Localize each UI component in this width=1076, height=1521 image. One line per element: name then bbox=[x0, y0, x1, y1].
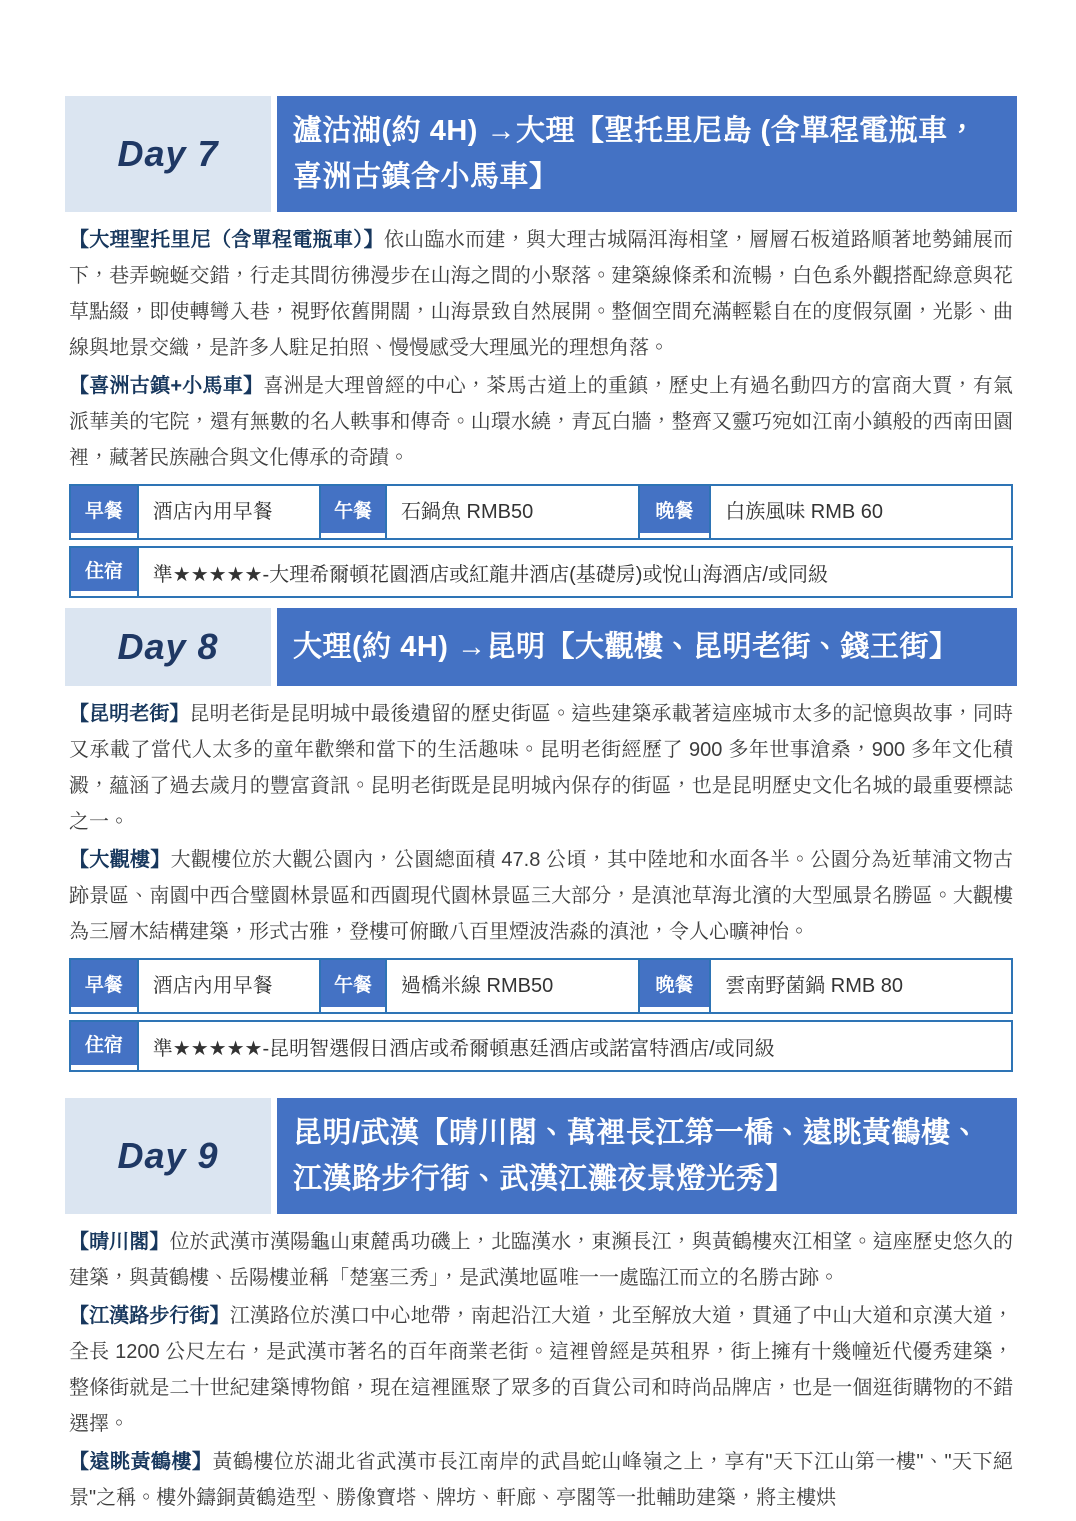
day7-highlight-santorini: 【大理聖托里尼（含單程電瓶車）】 bbox=[69, 229, 384, 251]
day7-hotel-value: 準★★★★★-大理希爾頓花園酒店或紅龍井酒店(基礎房)或悅山海酒店/或同級 bbox=[137, 548, 1011, 596]
day8-title bbox=[277, 608, 1017, 686]
day8-header bbox=[65, 608, 1017, 686]
day7-meals-table bbox=[69, 484, 1013, 540]
day8-paragraph-daguanlou-text: 大觀樓位於大觀公園內，公園總面積 47.8 公頃，其中陸地和水面各半。公園分為近華浦文物古跡景區、南園中西合璧園林景區和西園現代園林景區三大部分，是滇池草海北濱的大型風景名勝區。大觀樓為三層木結構建築，形式古雅，登樓可俯瞰八百里煙波浩淼的滇池，令人心曠神怡。 bbox=[69, 849, 1014, 943]
day7-paragraph-santorini-text: 依山臨水而建，與大理古城隔洱海相望，層層石板道路順著地勢鋪展而下，巷弄蜿蜒交錯，行走其間彷彿漫步在山海之間的小聚落。建築線條柔和流暢，白色系外觀搭配綠意與花草點綴，即使轉彎入巷，視野依舊開闊，山海景致自然展開。整個空間充滿輕鬆自在的度假氛圍，光影、曲線與地景交織，是許多人駐足拍照、慢慢感受大理風光的理想角落。 bbox=[69, 229, 1014, 359]
day7-lunch-label: 午餐 bbox=[321, 486, 385, 533]
day8-breakfast-label: 早餐 bbox=[71, 960, 137, 1007]
day9-paragraph-yellowcrane-text: 黃鶴樓位於湖北省武漢市長江南岸的武昌蛇山峰嶺之上，享有"天下江山第一樓"、"天下絕景"之稱。樓外鑄銅黃鶴造型、勝像寶塔、牌坊、軒廊、亭閣等一批輔助建築，將主樓烘 bbox=[69, 1451, 1013, 1509]
day8-hotel-label: 住宿 bbox=[71, 1022, 137, 1065]
day8-breakfast-value: 酒店內用早餐 bbox=[137, 960, 319, 1012]
day7-hotel-label: 住宿 bbox=[71, 548, 137, 591]
day9-highlight-yellowcrane: 【遠眺黃鶴樓】 bbox=[69, 1451, 213, 1473]
day8-lunch-label: 午餐 bbox=[321, 960, 385, 1007]
day9-title-text: 昆明/武漢【晴川閣、萬裡長江第一橋、遠眺黃鶴樓、江漢路步行街、武漢江灘夜景燈光秀】 bbox=[293, 1116, 981, 1195]
day8-lunch-label-cell bbox=[319, 960, 385, 1012]
day9-highlight-jianghan: 【江漢路步行街】 bbox=[69, 1305, 230, 1327]
day7-breakfast-value: 酒店內用早餐 bbox=[137, 486, 319, 538]
day7-dinner-label: 晚餐 bbox=[640, 486, 709, 533]
day7-lunch-label-cell bbox=[319, 486, 385, 538]
day9-paragraph-jianghan bbox=[65, 1298, 1017, 1442]
day7-paragraph-santorini bbox=[65, 222, 1017, 366]
day8-paragraph-daguanlou bbox=[65, 842, 1017, 950]
day8-dinner-label: 晚餐 bbox=[640, 960, 709, 1007]
day9-header bbox=[65, 1098, 1017, 1214]
day8-hotel-label-cell bbox=[71, 1022, 137, 1070]
day7-lunch-value: 石鍋魚 RMB50 bbox=[385, 486, 638, 538]
day7-section bbox=[65, 96, 1017, 598]
day8-title-text: 大理(約 4H) →昆明【大觀樓、昆明老街、錢王街】 bbox=[293, 630, 959, 663]
day8-paragraphs bbox=[65, 696, 1017, 950]
day7-breakfast-label-cell bbox=[71, 486, 137, 538]
day9-paragraph-yellowcrane bbox=[65, 1444, 1017, 1516]
day7-paragraph-xizhou bbox=[65, 368, 1017, 476]
day7-breakfast-label: 早餐 bbox=[71, 486, 137, 533]
day7-dinner-value: 白族風味 RMB 60 bbox=[709, 486, 1011, 538]
day8-hotel-value: 準★★★★★-昆明智選假日酒店或希爾頓惠廷酒店或諾富特酒店/或同級 bbox=[137, 1022, 1011, 1070]
day8-highlight-daguanlou: 【大觀樓】 bbox=[69, 849, 171, 871]
day7-paragraph-xizhou-text: 喜洲是大理曾經的中心，茶馬古道上的重鎮，歷史上有過名動四方的富商大賈，有氣派華美的宅院，還有無數的名人軼事和傳奇。山環水繞，青瓦白牆，整齊又靈巧宛如江南小鎮般的西南田園裡，藏著民族融合與文化傳承的奇蹟。 bbox=[69, 375, 1013, 469]
day8-meals-table bbox=[69, 958, 1013, 1014]
day7-title bbox=[277, 96, 1017, 212]
day8-section bbox=[65, 608, 1017, 1072]
day7-header bbox=[65, 96, 1017, 212]
day8-paragraph-oldstreet bbox=[65, 696, 1017, 840]
day9-paragraphs bbox=[65, 1224, 1017, 1516]
day7-title-text: 瀘沽湖(約 4H) →大理【聖托里尼島 (含單程電瓶車，喜洲古鎮含小馬車】 bbox=[293, 114, 978, 193]
day9-title bbox=[277, 1098, 1017, 1214]
day7-hotel-label-cell bbox=[71, 548, 137, 596]
day9-paragraph-qingchuan bbox=[65, 1224, 1017, 1296]
day8-label: Day 8 bbox=[65, 608, 271, 686]
day9-section bbox=[65, 1098, 1017, 1516]
day7-dinner-label-cell bbox=[638, 486, 709, 538]
day8-dinner-label-cell bbox=[638, 960, 709, 1012]
day9-highlight-qingchuan: 【晴川閣】 bbox=[69, 1231, 170, 1253]
day9-paragraph-qingchuan-text: 位於武漢市漢陽龜山東麓禹功磯上，北臨漢水，東瀕長江，與黃鶴樓夾江相望。這座歷史悠久的建築，與黃鶴樓、岳陽樓並稱「楚塞三秀」，是武漢地區唯一一處臨江而立的名勝古跡。 bbox=[69, 1231, 1014, 1289]
day9-label: Day 9 bbox=[65, 1098, 271, 1214]
day9-paragraph-jianghan-text: 江漢路位於漢口中心地帶，南起沿江大道，北至解放大道，貫通了中山大道和京漢大道，全長 1200 公尺左右，是武漢市著名的百年商業老街。這裡曾經是英租界，街上擁有十幾幢近代優秀建築，整條街就是二十世紀建築博物館，現在這裡匯聚了眾多的百貨公司和時尚品牌店，也是一個逛街購物的不錯選擇。 bbox=[69, 1305, 1014, 1435]
day7-label: Day 7 bbox=[65, 96, 271, 212]
day8-highlight-oldstreet: 【昆明老街】 bbox=[69, 703, 190, 725]
day8-lunch-value: 過橋米線 RMB50 bbox=[385, 960, 638, 1012]
day7-hotel-table bbox=[69, 546, 1013, 598]
day8-hotel-table bbox=[69, 1020, 1013, 1072]
day8-dinner-value: 雲南野菌鍋 RMB 80 bbox=[709, 960, 1011, 1012]
day7-highlight-xizhou: 【喜洲古鎮+小馬車】 bbox=[69, 375, 264, 397]
day8-breakfast-label-cell bbox=[71, 960, 137, 1012]
day7-paragraphs bbox=[65, 222, 1017, 476]
day8-paragraph-oldstreet-text: 昆明老街是昆明城中最後遺留的歷史街區。這些建築承載著這座城市太多的記憶與故事，同時又承載了當代人太多的童年歡樂和當下的生活趣味。昆明老街經歷了 900 多年世事滄桑，900 多年文化積澱，蘊涵了過去歲月的豐富資訊。昆明老街既是昆明城內保存的街區，也是昆明歷史文化名城的最重要標誌之一。 bbox=[69, 703, 1014, 833]
